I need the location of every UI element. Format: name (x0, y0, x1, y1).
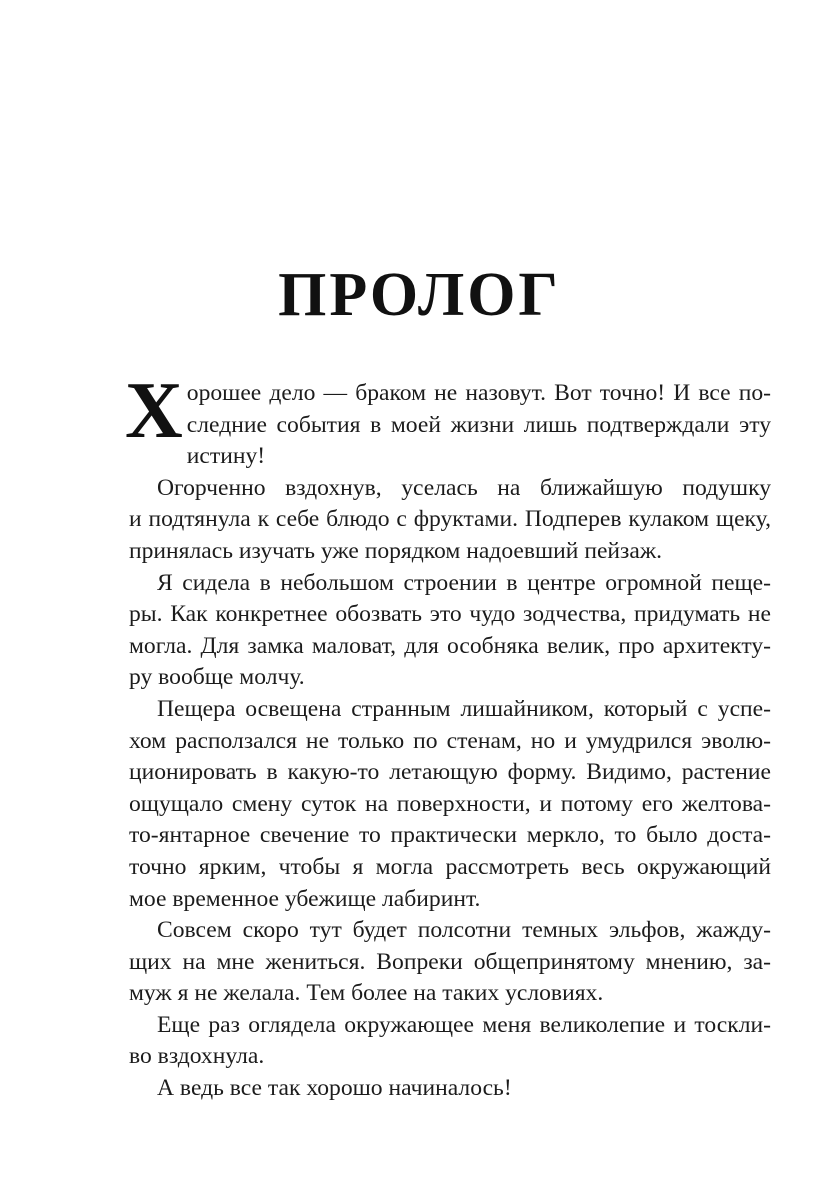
drop-cap: Х (125, 367, 183, 455)
paragraph-5 (129, 915, 771, 1010)
text-line: принялась изучать уже порядком надоевший пейзаж. (129, 537, 663, 564)
text-line: следние события в моей жизни лишь подтверждали эту (186, 411, 771, 438)
text-line: хом расползался не только по стенам, но и умудрился эволю- (129, 727, 771, 754)
text-line: Пещера освещена странным лишайником, который с успе- (157, 695, 771, 722)
paragraph-2 (129, 473, 771, 568)
text-line: точно ярким, чтобы я могла рассмотреть весь окружающий (129, 853, 771, 880)
text-line: мое временное убежище лабиринт. (129, 885, 481, 912)
text-line: Огорченно вздохнув, уселась на ближайшую подушку (157, 474, 771, 501)
paragraph-7 (129, 1073, 771, 1105)
text-line: орошее дело — браком не назовут. Вот точно! И все по- (186, 380, 771, 406)
paragraph-3 (129, 568, 771, 694)
chapter-body (125, 367, 771, 1105)
text-line: и подтянула к себе блюдо с фруктами. Подперев кулаком щеку, (129, 506, 771, 533)
text-line: щих на мне жениться. Вопреки общепринятому мнению, за- (129, 948, 771, 975)
text-line: истину! (186, 443, 266, 470)
paragraph-6 (129, 1010, 771, 1073)
text-line: то-янтарное свечение то практически меркло, то было доста- (129, 822, 771, 849)
text-line: Я сидела в небольшом строении в центре огромной пеще- (157, 569, 771, 596)
text-line: во вздохнула. (129, 1043, 265, 1070)
text-line: ощущало смену суток на поверхности, и потому его желтова- (129, 790, 771, 817)
text-line: Еще раз оглядела окружающее меня великолепие и тоскли- (157, 1011, 771, 1038)
text-line: муж я не желала. Тем более на таких условиях. (129, 980, 604, 1007)
text-line: ры. Как конкретнее обозвать это чудо зодчества, придумать не (129, 601, 771, 628)
text-line: ционировать в какую-то летающую форму. Видимо, растение (129, 759, 771, 786)
text-line: А ведь все так хорошо начиналось! (157, 1075, 512, 1102)
text-line: ру вообще молчу. (129, 664, 305, 691)
chapter-title: ПРОЛОГ (278, 261, 561, 329)
text-line: могла. Для замка маловат, для особняка велик, про архитекту- (129, 632, 771, 659)
text-line: Совсем скоро тут будет полсотни темных эльфов, жажду- (157, 917, 771, 944)
paragraph-1 (125, 367, 771, 473)
paragraph-4 (129, 694, 771, 915)
